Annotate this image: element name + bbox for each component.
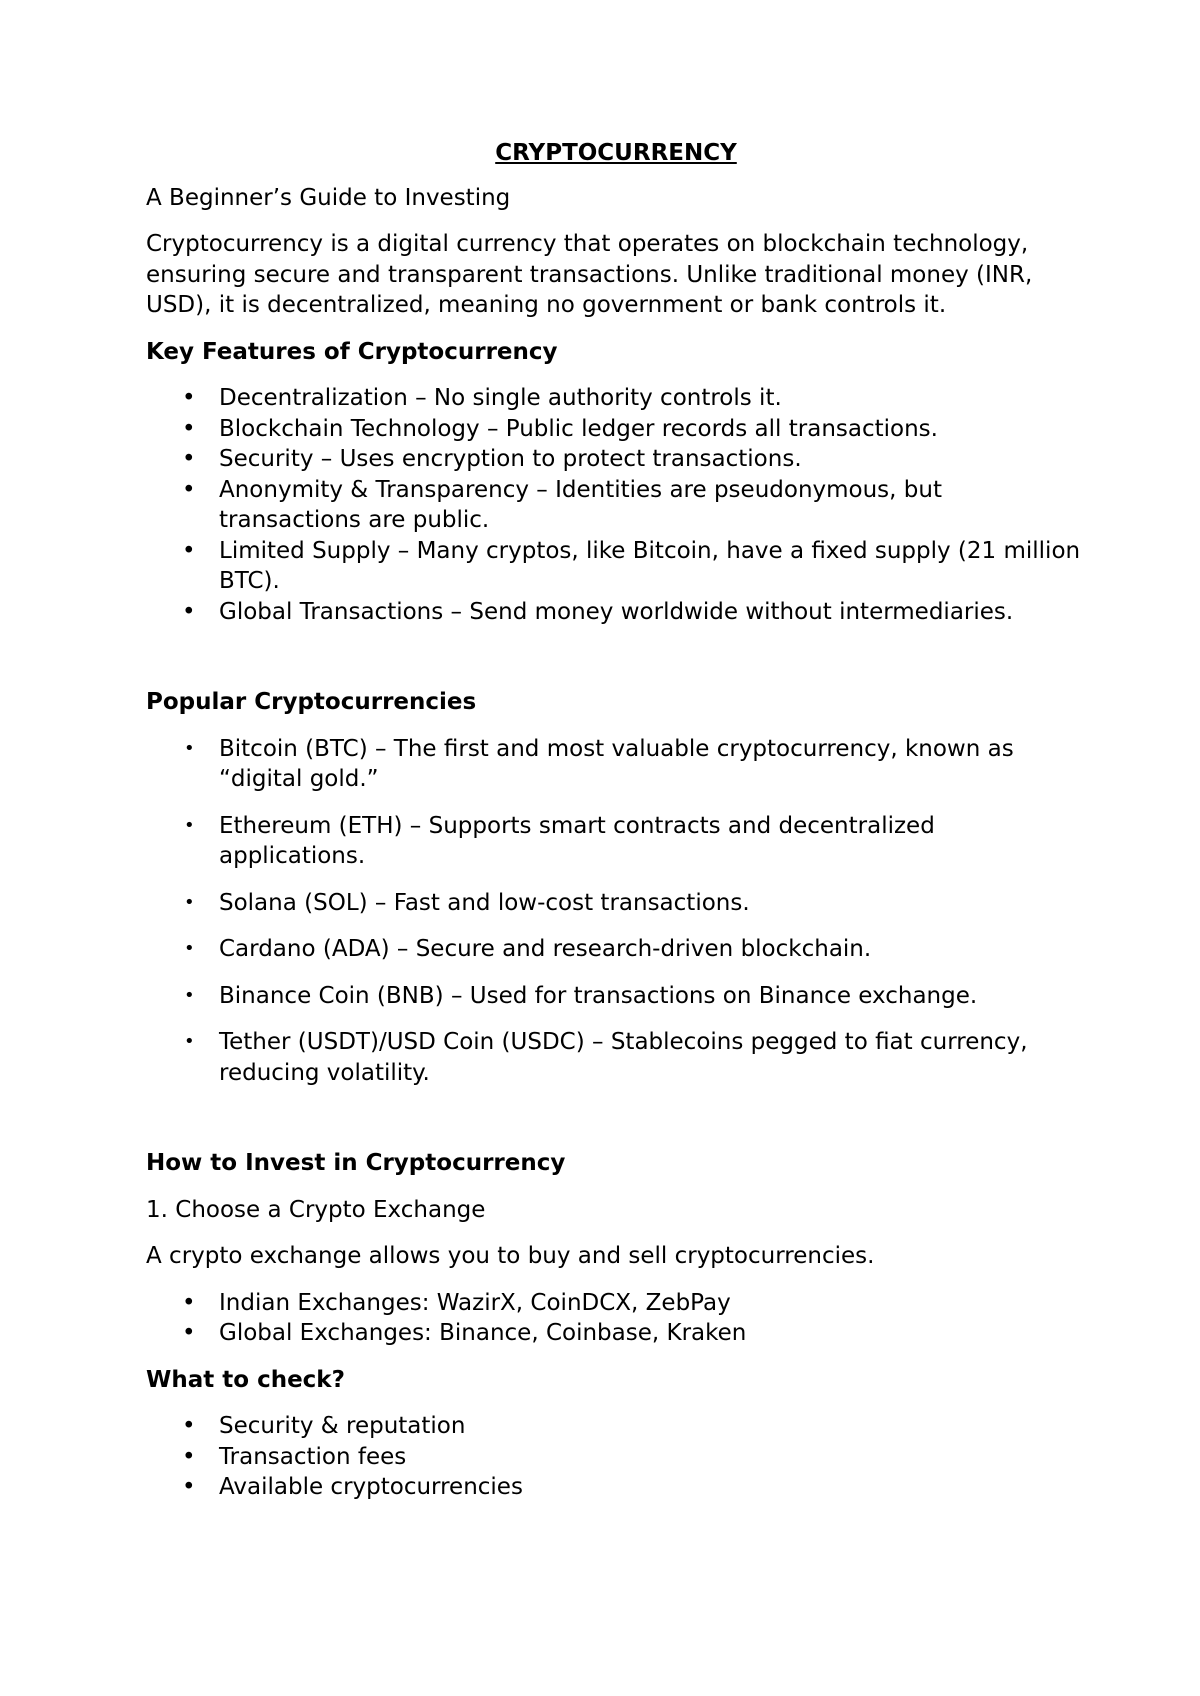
- check-list: [146, 1411, 1086, 1503]
- list-item-text: Ethereum (ETH) – Supports smart contracts and decentralized applications.: [219, 812, 935, 869]
- list-item-text: Available cryptocurrencies: [219, 1474, 523, 1500]
- bullet-icon: •: [184, 1031, 195, 1052]
- bullet-icon: •: [182, 537, 196, 564]
- list-item-text: Decentralization – No single authority controls it.: [219, 385, 782, 411]
- list-item-text: Indian Exchanges: WazirX, CoinDCX, ZebPay: [219, 1289, 731, 1316]
- list-item: [146, 981, 1086, 1012]
- bullet-icon: •: [184, 891, 195, 913]
- key-features-heading: Key Features of Cryptocurrency: [146, 338, 558, 365]
- popular-heading: Popular Cryptocurrencies: [146, 689, 477, 715]
- list-item: [146, 734, 1086, 795]
- list-item: [146, 1288, 1086, 1319]
- list-item-text: Anonymity & Transparency – Identities are pseudonymous, but transactions are public.: [219, 476, 942, 533]
- list-item-text: Cardano (ADA) – Secure and research-driven blockchain.: [219, 936, 872, 962]
- list-item: [146, 1442, 1086, 1473]
- list-item-text: Security – Uses encryption to protect transactions.: [219, 446, 802, 472]
- list-item-text: Bitcoin (BTC) – The first and most valuable cryptocurrency, known as “digital gold.”: [219, 735, 1014, 792]
- list-item: [146, 597, 1086, 628]
- list-item-text: Global Transactions – Send money worldwide without intermediaries.: [219, 598, 1014, 625]
- list-item-text: Binance Coin (BNB) – Used for transactions on Binance exchange.: [219, 982, 978, 1009]
- bullet-icon: •: [182, 446, 196, 472]
- step-1-title: 1. Choose a Crypto Exchange: [146, 1196, 486, 1223]
- list-item-text: Tether (USDT)/USD Coin (USDC) – Stablecoins pegged to fiat currency, reducing volatility.: [219, 1029, 1028, 1086]
- list-item: [146, 1472, 1086, 1503]
- bullet-icon: •: [182, 476, 196, 503]
- bullet-icon: •: [182, 1413, 196, 1439]
- document-page: [146, 138, 1086, 1519]
- bullet-icon: •: [182, 415, 196, 442]
- what-to-check-heading: What to check?: [146, 1366, 345, 1393]
- bullet-icon: •: [184, 814, 195, 836]
- list-item: [146, 811, 1086, 872]
- bullet-icon: •: [182, 598, 196, 625]
- bullet-icon: •: [184, 984, 195, 1006]
- popular-list: [146, 734, 1086, 1089]
- intro-paragraph: Cryptocurrency is a digital currency that operates on blockchain technology, ensuring secure and transparent transactions. Unlike traditional money (INR, USD), it is decentralized, meaning no government or bank controls it.: [146, 231, 1033, 318]
- list-item: [146, 1318, 1086, 1349]
- list-item: [146, 1411, 1086, 1442]
- list-item: [146, 934, 1086, 965]
- list-item-text: Blockchain Technology – Public ledger records all transactions.: [219, 415, 938, 442]
- list-item-text: Security & reputation: [219, 1413, 466, 1439]
- list-item: [146, 536, 1086, 597]
- list-item: [146, 475, 1086, 536]
- list-item-text: Solana (SOL) – Fast and low-cost transactions.: [219, 889, 750, 916]
- list-item-text: Limited Supply – Many cryptos, like Bitcoin, have a fixed supply (21 million BTC).: [219, 537, 1081, 594]
- bullet-icon: •: [182, 385, 196, 411]
- list-item: [146, 444, 1086, 475]
- bullet-icon: •: [182, 1474, 196, 1500]
- list-item: [146, 1027, 1086, 1088]
- bullet-icon: •: [182, 1289, 196, 1316]
- list-item-text: Global Exchanges: Binance, Coinbase, Kraken: [219, 1320, 747, 1346]
- list-item-text: Transaction fees: [219, 1443, 407, 1470]
- bullet-icon: •: [182, 1320, 196, 1346]
- document-title: CRYPTOCURRENCY: [495, 140, 737, 166]
- list-item: [146, 414, 1086, 445]
- step-1-description: A crypto exchange allows you to buy and sell cryptocurrencies.: [146, 1243, 875, 1269]
- invest-heading: How to Invest in Cryptocurrency: [146, 1150, 566, 1176]
- document-subtitle: A Beginner’s Guide to Investing: [146, 184, 511, 211]
- list-item: [146, 888, 1086, 919]
- exchanges-list: [146, 1288, 1086, 1349]
- bullet-icon: •: [184, 938, 195, 959]
- list-item: [146, 383, 1086, 414]
- bullet-icon: •: [182, 1443, 196, 1470]
- bullet-icon: •: [184, 737, 195, 759]
- key-features-list: [146, 383, 1086, 627]
